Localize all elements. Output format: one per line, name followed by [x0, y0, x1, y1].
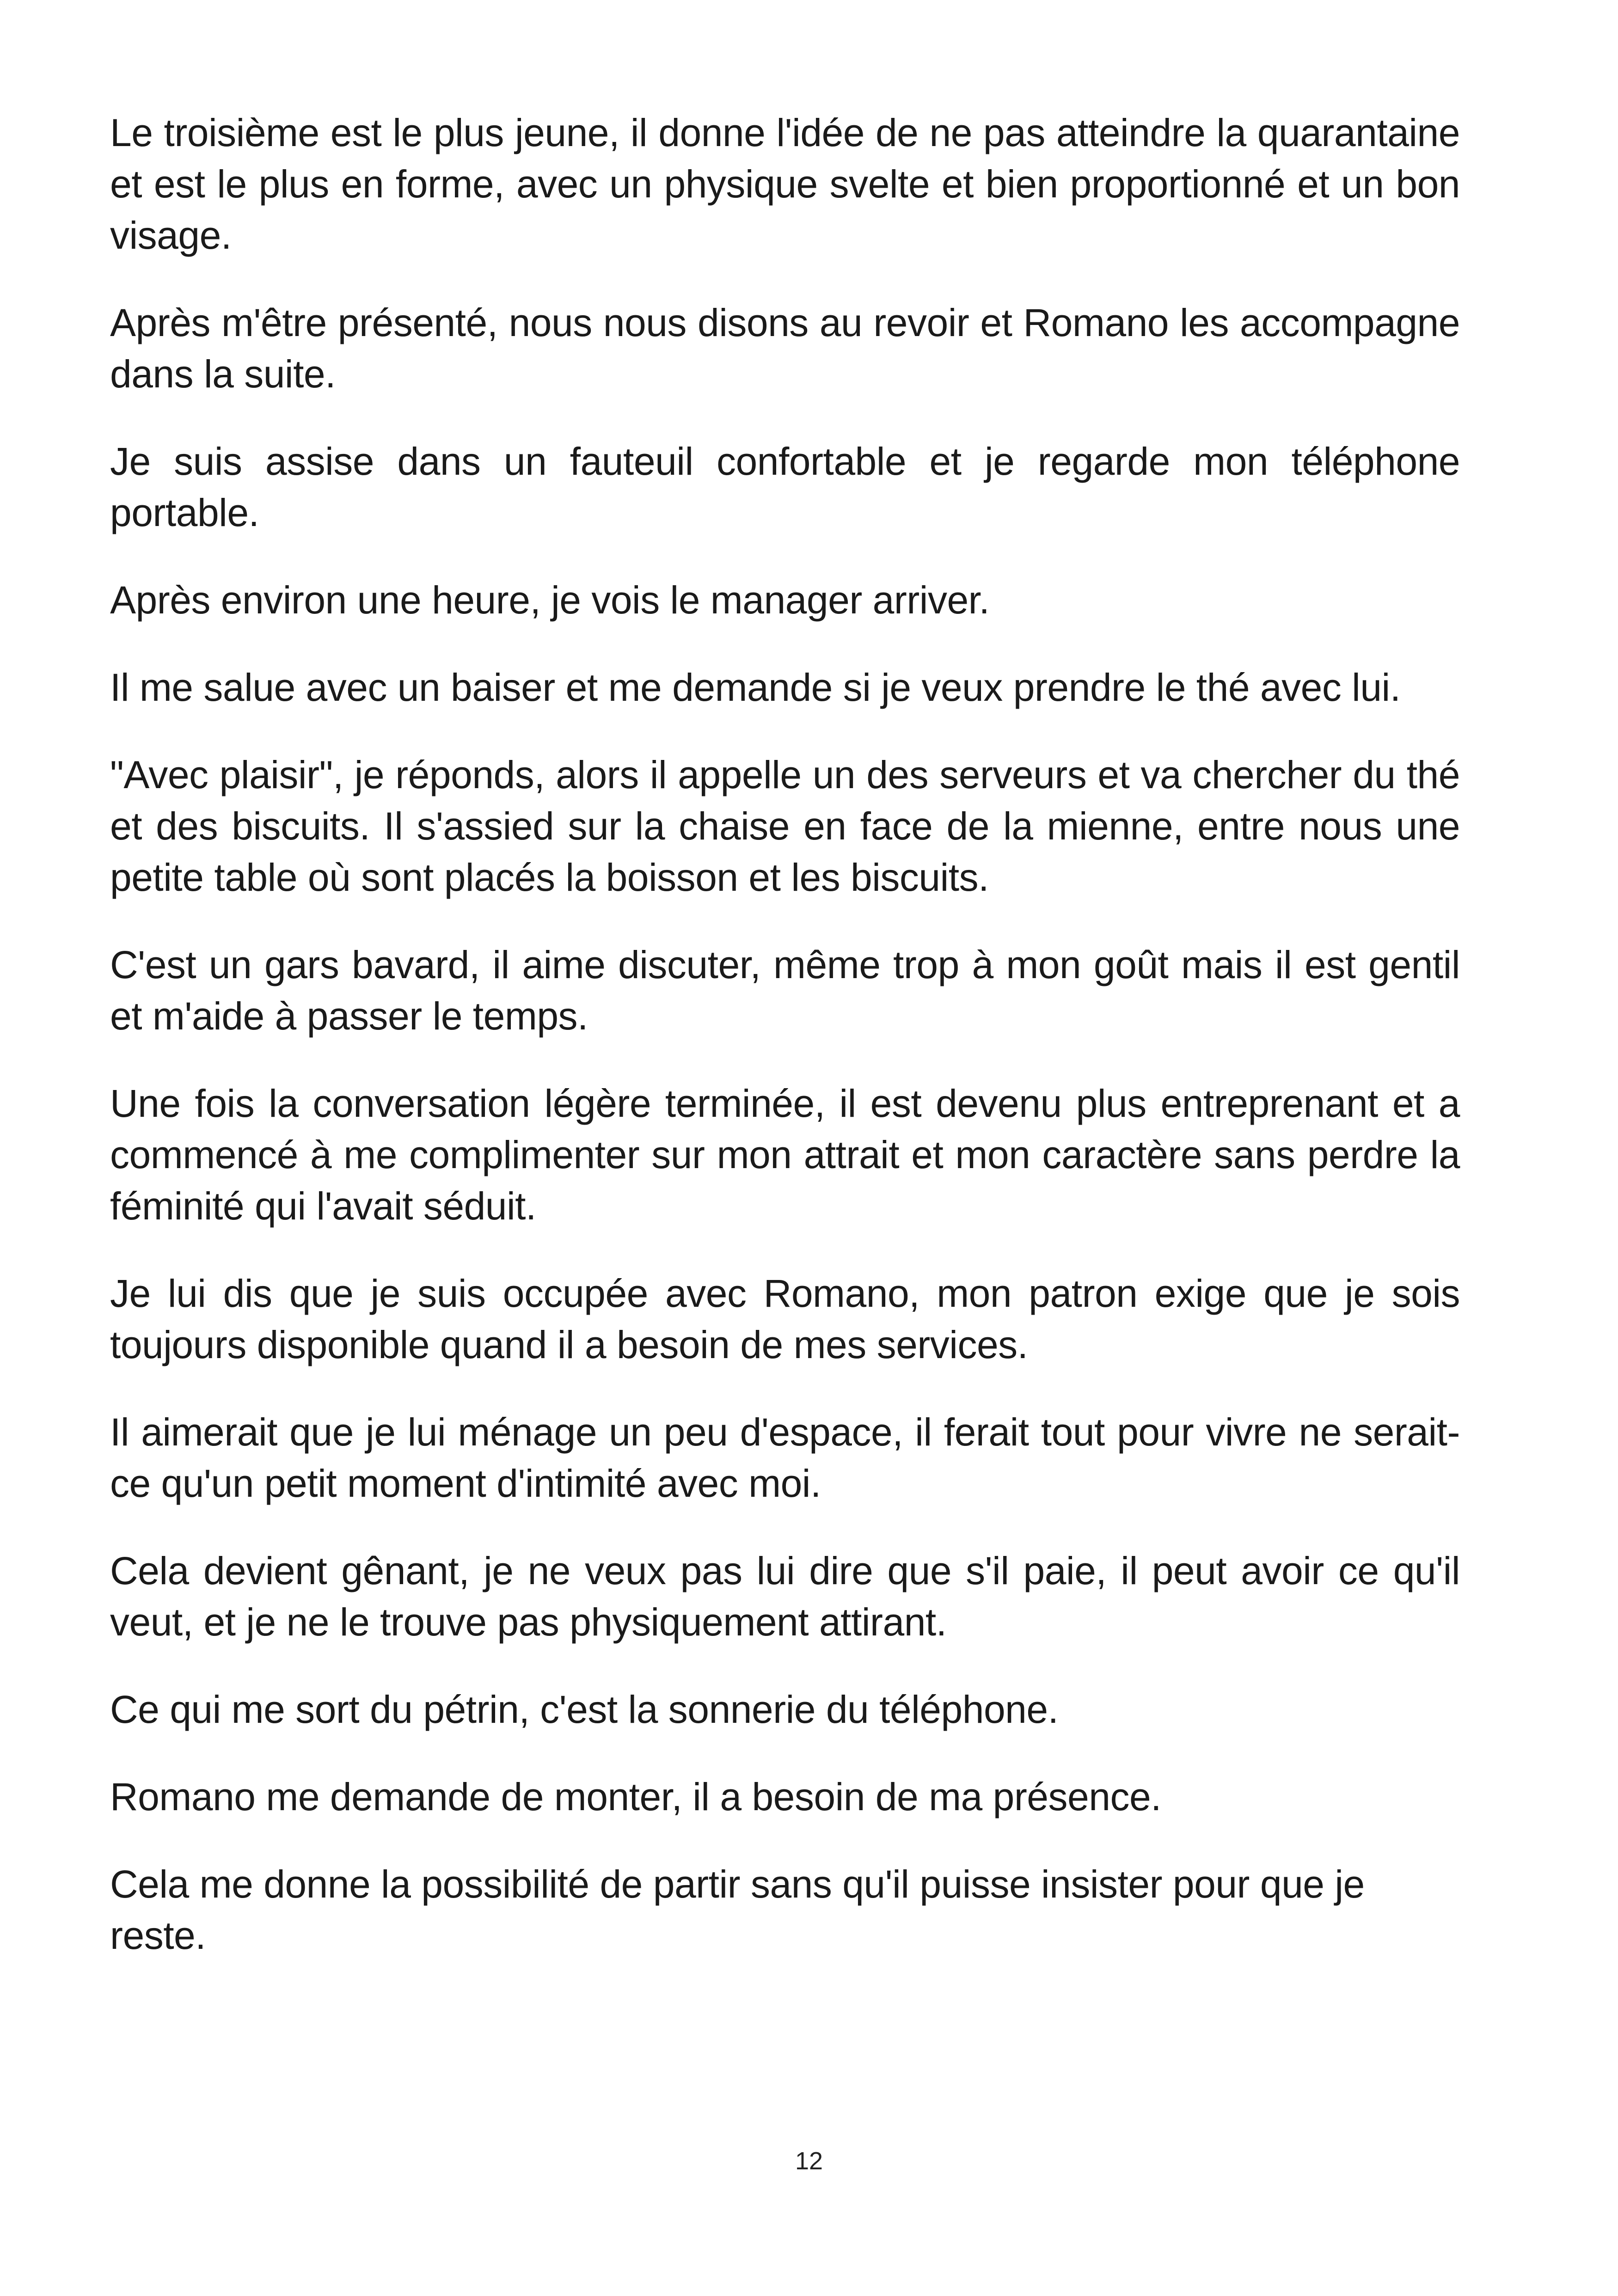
- paragraph: "Avec plaisir", je réponds, alors il appelle un des serveurs et va chercher du thé et des biscuits. Il s'assied sur la chaise en face de la mienne, entre nous une petite table où sont placés la boisson et les biscuits.: [110, 753, 1460, 899]
- paragraph: Après m'être présenté, nous nous disons au revoir et Romano les accompagne dans la suite.: [110, 301, 1460, 396]
- page-number: 12: [795, 2147, 823, 2175]
- body-text: [110, 107, 1460, 1997]
- paragraph: Une fois la conversation légère terminée, il est devenu plus entreprenant et a commencé à me complimenter sur mon attrait et mon caractère sans perdre la féminité qui l'avait séduit.: [110, 1082, 1460, 1228]
- paragraph: Cela me donne la possibilité de partir sans qu'il puisse insister pour que je reste.: [110, 1862, 1365, 1957]
- paragraph: Il me salue avec un baiser et me demande si je veux prendre le thé avec lui.: [110, 666, 1401, 709]
- paragraph: Ce qui me sort du pétrin, c'est la sonnerie du téléphone.: [110, 1688, 1059, 1731]
- paragraph: Après environ une heure, je vois le manager arriver.: [110, 578, 990, 622]
- paragraph: Cela devient gênant, je ne veux pas lui dire que s'il paie, il peut avoir ce qu'il veut, et je ne le trouve pas physiquement attirant.: [110, 1549, 1460, 1644]
- paragraph: Je suis assise dans un fauteuil confortable et je regarde mon téléphone portable.: [110, 440, 1460, 534]
- paragraph: C'est un gars bavard, il aime discuter, même trop à mon goût mais il est gentil et m'aide à passer le temps.: [110, 943, 1460, 1038]
- paragraph: Le troisième est le plus jeune, il donne l'idée de ne pas atteindre la quarantaine et est le plus en forme, avec un physique svelte et bien proportionné et un bon visage.: [110, 111, 1460, 257]
- paragraph: Je lui dis que je suis occupée avec Romano, mon patron exige que je sois toujours disponible quand il a besoin de mes services.: [110, 1272, 1460, 1366]
- paragraph: Romano me demande de monter, il a besoin de ma présence.: [110, 1775, 1162, 1818]
- paragraph: Il aimerait que je lui ménage un peu d'espace, il ferait tout pour vivre ne serait-ce qu'un petit moment d'intimité avec moi.: [110, 1410, 1460, 1505]
